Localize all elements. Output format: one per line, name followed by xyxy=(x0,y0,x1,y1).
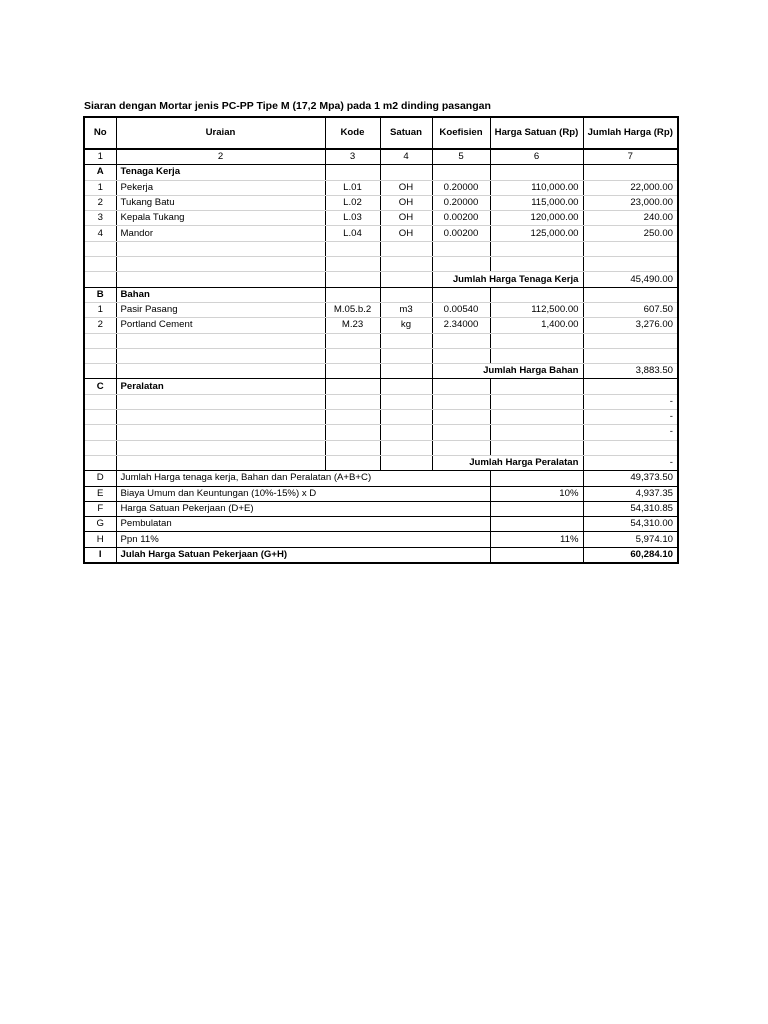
item-uraian: Pekerja xyxy=(116,180,325,195)
table-row xyxy=(84,302,678,317)
subtotal-value: 3,883.50 xyxy=(583,364,678,379)
item-jumlah: 240.00 xyxy=(583,211,678,226)
index-cell: 4 xyxy=(380,149,432,165)
item-uraian: Kepala Tukang xyxy=(116,211,325,226)
item-harga: 110,000.00 xyxy=(490,180,583,195)
summary-pct xyxy=(490,501,583,516)
item-satuan: kg xyxy=(380,318,432,333)
summary-pct: 11% xyxy=(490,532,583,547)
item-kode: L.03 xyxy=(325,211,380,226)
table-row xyxy=(84,410,678,425)
header-no: No xyxy=(84,117,116,149)
table-row xyxy=(84,394,678,409)
summary-value: 54,310.00 xyxy=(583,517,678,532)
table-row xyxy=(84,211,678,226)
summary-row-i xyxy=(84,547,678,563)
subtotal-value: - xyxy=(583,455,678,470)
index-cell: 2 xyxy=(116,149,325,165)
summary-label: Jumlah Harga tenaga kerja, Bahan dan Peralatan (A+B+C) xyxy=(116,471,490,486)
subtotal-row-tenaga xyxy=(84,272,678,287)
item-koefisien: 0.00200 xyxy=(432,211,490,226)
table-row xyxy=(84,318,678,333)
section-label: Bahan xyxy=(116,287,325,302)
item-satuan: OH xyxy=(380,211,432,226)
section-code: A xyxy=(84,165,116,180)
item-satuan: OH xyxy=(380,195,432,210)
item-jumlah: - xyxy=(583,394,678,409)
summary-code: D xyxy=(84,471,116,486)
item-jumlah: - xyxy=(583,425,678,440)
summary-row-e xyxy=(84,486,678,501)
table-row xyxy=(84,226,678,241)
index-cell: 3 xyxy=(325,149,380,165)
header-koefisien: Koefisien xyxy=(432,117,490,149)
item-jumlah: 607.50 xyxy=(583,302,678,317)
item-koefisien: 0.20000 xyxy=(432,195,490,210)
item-uraian: Mandor xyxy=(116,226,325,241)
item-koefisien: 2.34000 xyxy=(432,318,490,333)
index-cell: 5 xyxy=(432,149,490,165)
item-kode: M.05.b.2 xyxy=(325,302,380,317)
summary-label: Biaya Umum dan Keuntungan (10%-15%) x D xyxy=(116,486,490,501)
section-label: Peralatan xyxy=(116,379,325,394)
header-harga-satuan: Harga Satuan (Rp) xyxy=(490,117,583,149)
summary-value: 5,974.10 xyxy=(583,532,678,547)
item-satuan: OH xyxy=(380,226,432,241)
empty-row xyxy=(84,348,678,363)
item-no: 2 xyxy=(84,195,116,210)
subtotal-label: Jumlah Harga Peralatan xyxy=(432,455,583,470)
item-uraian: Tukang Batu xyxy=(116,195,325,210)
item-harga: 120,000.00 xyxy=(490,211,583,226)
summary-code: I xyxy=(84,547,116,563)
item-jumlah: 22,000.00 xyxy=(583,180,678,195)
item-harga: 115,000.00 xyxy=(490,195,583,210)
table-row xyxy=(84,180,678,195)
item-no: 3 xyxy=(84,211,116,226)
section-code: B xyxy=(84,287,116,302)
summary-pct xyxy=(490,471,583,486)
summary-row-d xyxy=(84,471,678,486)
item-koefisien: 0.00540 xyxy=(432,302,490,317)
summary-value: 54,310.85 xyxy=(583,501,678,516)
section-row-bahan xyxy=(84,287,678,302)
item-kode: L.01 xyxy=(325,180,380,195)
item-koefisien: 0.20000 xyxy=(432,180,490,195)
summary-value: 4,937.35 xyxy=(583,486,678,501)
item-kode: L.04 xyxy=(325,226,380,241)
price-analysis-table xyxy=(83,116,679,564)
item-no: 2 xyxy=(84,318,116,333)
summary-code: H xyxy=(84,532,116,547)
item-kode: L.02 xyxy=(325,195,380,210)
item-harga: 125,000.00 xyxy=(490,226,583,241)
item-no: 1 xyxy=(84,180,116,195)
item-kode: M.23 xyxy=(325,318,380,333)
item-jumlah: - xyxy=(583,410,678,425)
document-title: Siaran dengan Mortar jenis PC-PP Tipe M (17,2 Mpa) pada 1 m2 dinding pasangan xyxy=(84,100,491,112)
index-cell: 6 xyxy=(490,149,583,165)
table-row xyxy=(84,195,678,210)
summary-row-g xyxy=(84,517,678,532)
section-code: C xyxy=(84,379,116,394)
item-satuan: OH xyxy=(380,180,432,195)
section-row-peralatan xyxy=(84,379,678,394)
empty-row xyxy=(84,333,678,348)
item-jumlah: 250.00 xyxy=(583,226,678,241)
summary-label: Harga Satuan Pekerjaan (D+E) xyxy=(116,501,490,516)
summary-value: 60,284.10 xyxy=(583,547,678,563)
summary-pct xyxy=(490,517,583,532)
column-index-row xyxy=(84,149,678,165)
summary-code: F xyxy=(84,501,116,516)
item-no: 1 xyxy=(84,302,116,317)
item-uraian: Pasir Pasang xyxy=(116,302,325,317)
summary-code: E xyxy=(84,486,116,501)
item-uraian: Portland Cement xyxy=(116,318,325,333)
summary-label: Ppn 11% xyxy=(116,532,490,547)
summary-label: Julah Harga Satuan Pekerjaan (G+H) xyxy=(116,547,490,563)
header-uraian: Uraian xyxy=(116,117,325,149)
summary-pct: 10% xyxy=(490,486,583,501)
subtotal-row-peralatan xyxy=(84,455,678,470)
table-row xyxy=(84,425,678,440)
item-harga: 112,500.00 xyxy=(490,302,583,317)
header-row xyxy=(84,117,678,149)
summary-row-h xyxy=(84,532,678,547)
header-jumlah-harga: Jumlah Harga (Rp) xyxy=(583,117,678,149)
item-jumlah: 3,276.00 xyxy=(583,318,678,333)
section-label: Tenaga Kerja xyxy=(116,165,325,180)
header-satuan: Satuan xyxy=(380,117,432,149)
section-row-tenaga xyxy=(84,165,678,180)
item-satuan: m3 xyxy=(380,302,432,317)
summary-pct xyxy=(490,547,583,563)
item-harga: 1,400.00 xyxy=(490,318,583,333)
subtotal-label: Jumlah Harga Bahan xyxy=(432,364,583,379)
item-koefisien: 0.00200 xyxy=(432,226,490,241)
header-kode: Kode xyxy=(325,117,380,149)
item-jumlah: 23,000.00 xyxy=(583,195,678,210)
empty-row xyxy=(84,440,678,455)
subtotal-value: 45,490.00 xyxy=(583,272,678,287)
item-no: 4 xyxy=(84,226,116,241)
empty-row xyxy=(84,241,678,256)
index-cell: 7 xyxy=(583,149,678,165)
index-cell: 1 xyxy=(84,149,116,165)
subtotal-row-bahan xyxy=(84,364,678,379)
summary-code: G xyxy=(84,517,116,532)
subtotal-label: Jumlah Harga Tenaga Kerja xyxy=(432,272,583,287)
summary-label: Pembulatan xyxy=(116,517,490,532)
summary-value: 49,373.50 xyxy=(583,471,678,486)
empty-row xyxy=(84,257,678,272)
summary-row-f xyxy=(84,501,678,516)
